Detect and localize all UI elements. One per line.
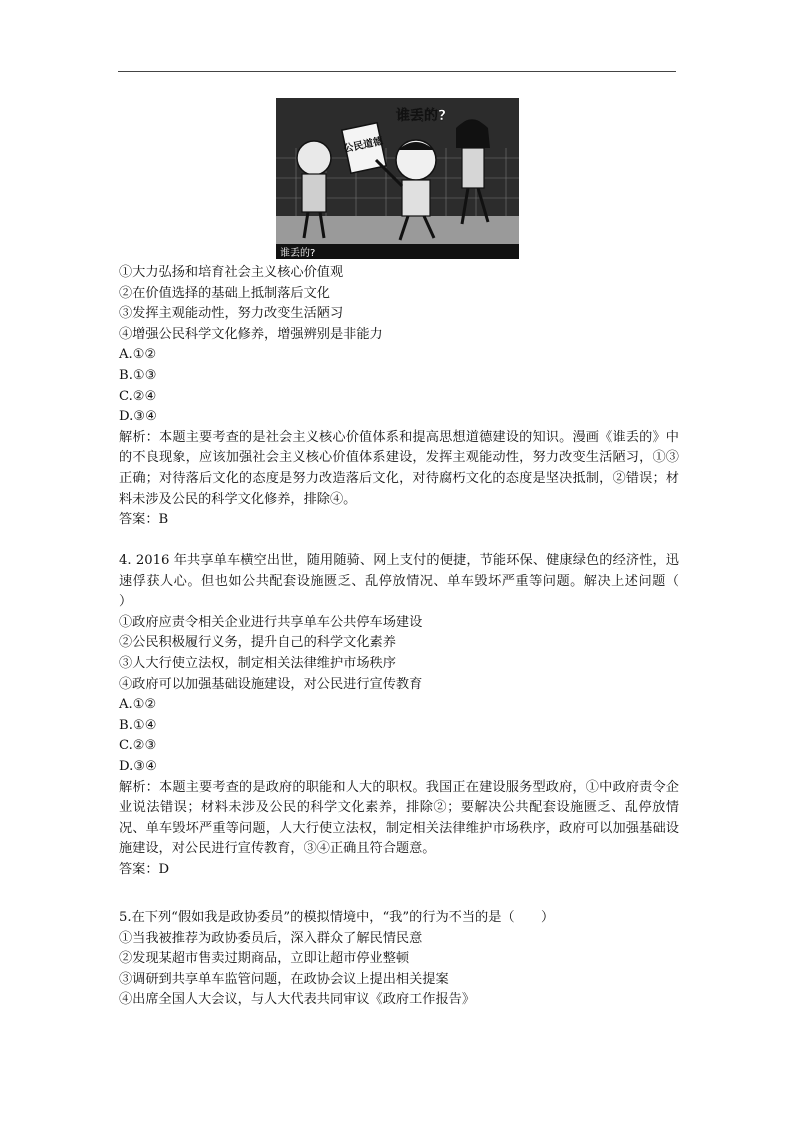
q3-option: ③发挥主观能动性，努力改变生活陋习 <box>119 306 344 322</box>
q4-analysis: 解析：本题主要考查的是政府的职能和人大的职权。我国正在建设服务型政府，①中政府责令企业说法错误；材料未涉及公民的科学文化素养，排除②；要解决公共配套设施匮乏、乱停放情况、单车毁坏严重等问题，人大行使立法权，制定相关法律维护市场秩序，政府可以加强基础设施建设，对公民进行宣传教育，③④正确且符合题意。 <box>119 779 679 857</box>
q4-option: ④政府可以加强基础设施建设，对公民进行宣传教育 <box>119 676 423 692</box>
book-text: 公民道德 <box>342 136 385 156</box>
q4-choice: C.②③ <box>119 738 157 754</box>
q5-stem: 5.在下列“假如我是政协委员”的模拟情境中，“我”的行为不当的是（ ） <box>119 910 555 925</box>
q4-stem: 4. 2016 年共享单车横空出世，随用随骑、网上支付的便捷，节能环保、健康绿色的经济性，迅速俘获人心。但也如公共配套设施匮乏、乱停放情况、单车毁坏严重等问题。解决上述问题（ ） <box>119 553 706 610</box>
header-rule <box>118 71 676 72</box>
q3-choice: D.③④ <box>119 409 157 425</box>
q4-answer: 答案：D <box>119 861 170 877</box>
q4-section <box>119 551 706 881</box>
q4-choice: D.③④ <box>119 758 157 774</box>
cartoon-image <box>276 98 519 259</box>
q3-option: ④增强公民科学文化修养，增强辨别是非能力 <box>119 326 383 342</box>
q4-choice: B.①④ <box>119 717 157 733</box>
q3-option: ②在价值选择的基础上抵制落后文化 <box>119 285 330 301</box>
q5-option: ②发现某超市售卖过期商品，立即让超市停业整顿 <box>119 951 410 967</box>
q3-section <box>119 263 679 531</box>
q5-option: ①当我被推荐为政协委员后，深入群众了解民情民意 <box>119 930 423 946</box>
q3-answer: 答案：B <box>119 512 169 528</box>
q3-analysis: 解析：本题主要考查的是社会主义核心价值体系和提高思想道德建设的知识。漫画《谁丢的》中的不良现象，应该加强社会主义核心价值体系建设，发挥主观能动性，努力改变生活陋习，①③正确；对待落后文化的态度是努力改造落后文化，对待腐朽文化的态度是坚决抵制，②错误；材料未涉及公民的科学文化修养，排除④。 <box>119 429 679 507</box>
q5-option: ③调研到共享单车监管问题，在政协会议上提出相关提案 <box>119 971 449 987</box>
q5-option: ④出席全国人大会议，与人大代表共同审议《政府工作报告》 <box>119 992 476 1008</box>
q5-section <box>119 908 679 1011</box>
speech-text: 谁丢的? <box>396 108 447 124</box>
q4-option: ①政府应责令相关企业进行共享单车公共停车场建设 <box>119 614 423 630</box>
q3-option: ①大力弘扬和培育社会主义核心价值观 <box>119 265 344 280</box>
q3-choice: C.②④ <box>119 388 157 404</box>
q3-choice: B.①③ <box>119 367 157 383</box>
q4-choice: A.①② <box>119 697 157 713</box>
q4-option: ③人大行使立法权，制定相关法律维护市场秩序 <box>119 655 396 671</box>
q3-choice: A.①② <box>119 347 157 363</box>
q4-option: ②公民积极履行义务，提升自己的科学文化素养 <box>119 635 396 651</box>
cartoon-caption: 谁丢的? <box>280 248 316 259</box>
